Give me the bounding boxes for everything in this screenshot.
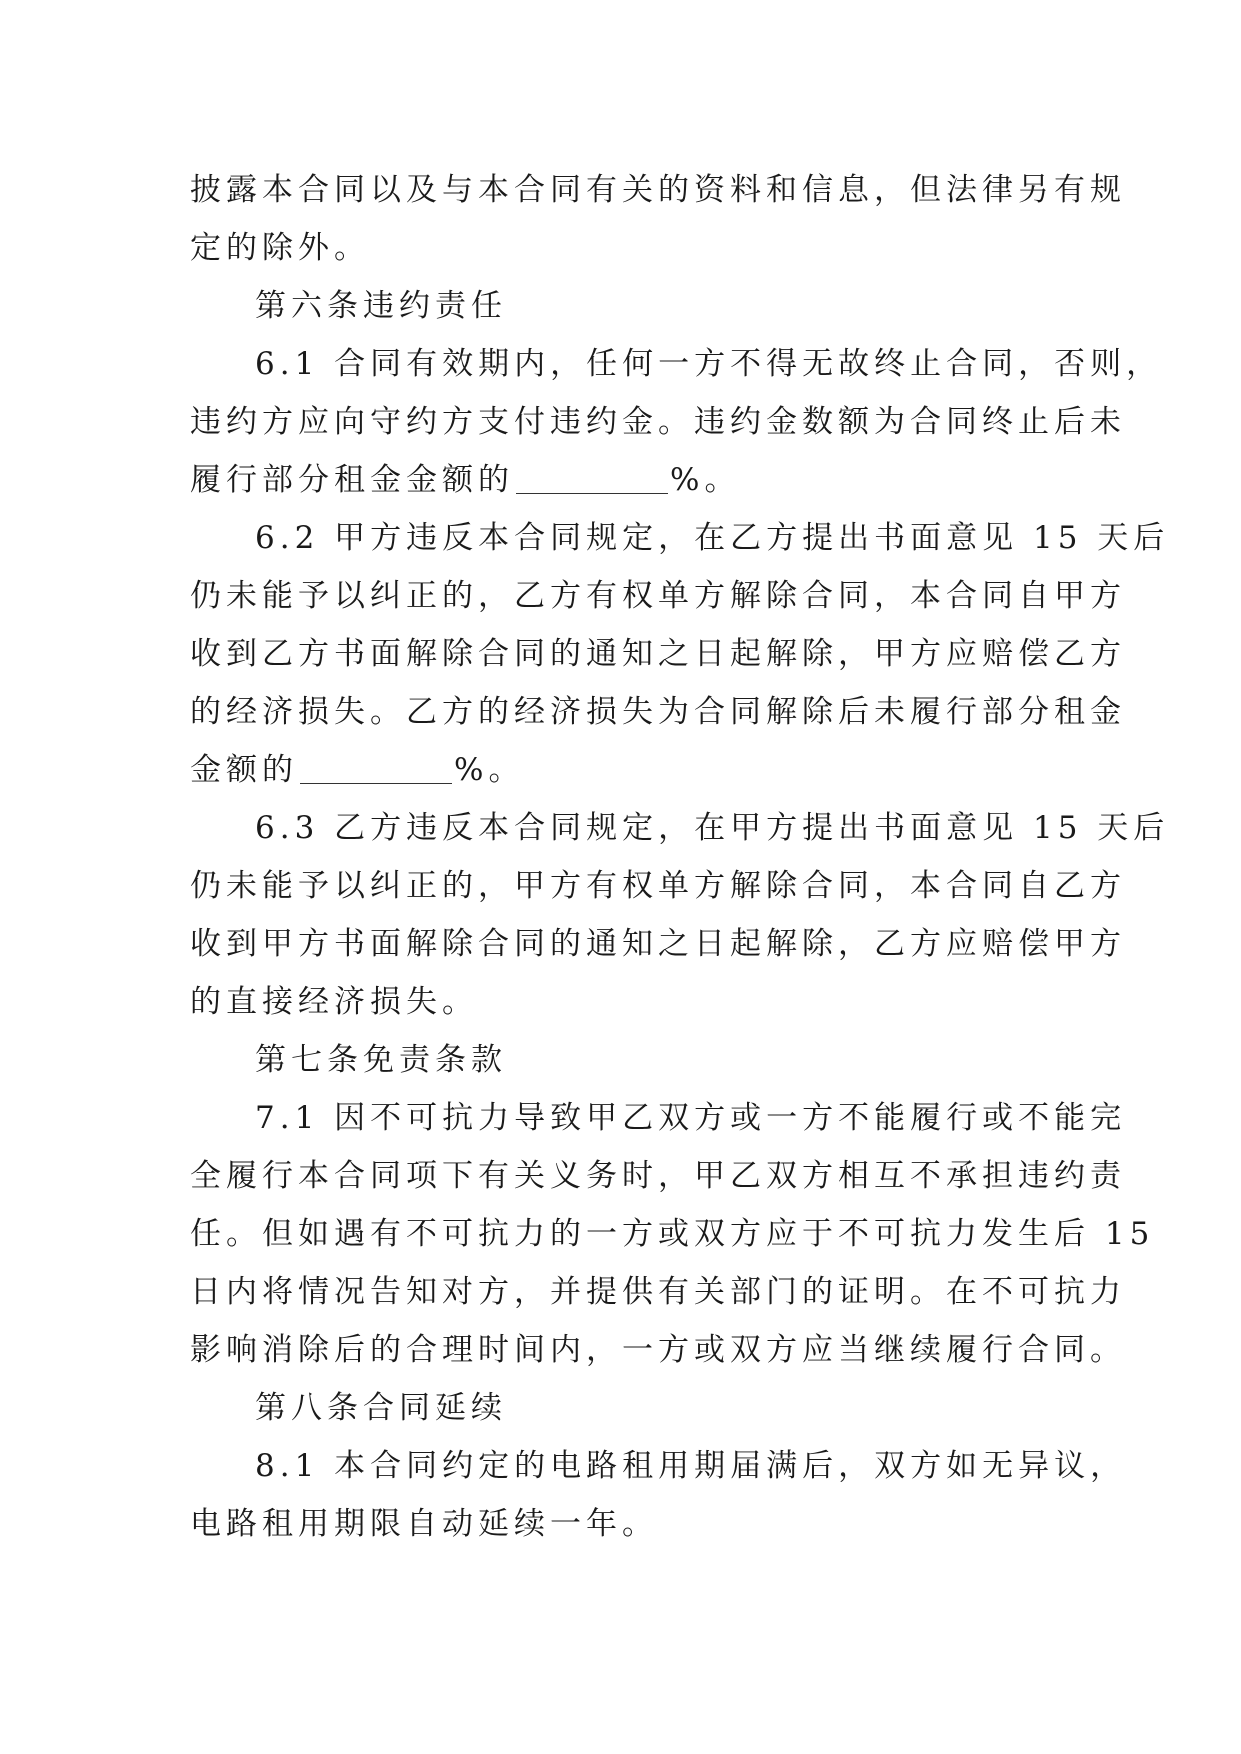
section-heading-7: 第七条免责条款 [255,1042,507,1078]
fill-in-blank[interactable] [300,753,452,784]
text-line: 定的除外。 [190,230,370,266]
text-line: 全履行本合同项下有关义务时，甲乙双方相互不承担违约责 [190,1158,1126,1194]
clause-6-1: 6.1 合同有效期内，任何一方不得无故终止合同，否则， [255,346,1163,382]
text-line: 披露本合同以及与本合同有关的资料和信息，但法律另有规 [190,172,1126,208]
section-heading-8: 第八条合同延续 [255,1390,507,1426]
text-line: 的经济损失。乙方的经济损失为合同解除后未履行部分租金 [190,694,1126,730]
text-line: 收到甲方书面解除合同的通知之日起解除，乙方应赔偿甲方 [190,926,1126,962]
fill-in-blank[interactable] [516,463,668,494]
clause-6-3: 6.3 乙方违反本合同规定，在甲方提出书面意见 15 天后 [255,810,1170,846]
text-line [190,451,1060,509]
clause-6-2: 6.2 甲方违反本合同规定，在乙方提出书面意见 15 天后 [255,520,1170,556]
contract-body [190,161,1170,1553]
text-line: 违约方应向守约方支付违约金。违约金数额为合同终止后未 [190,404,1126,440]
text-line: 任。但如遇有不可抗力的一方或双方应于不可抗力发生后 15 [190,1216,1155,1252]
text-line: 的直接经济损失。 [190,984,478,1020]
text-line: 仍未能予以纠正的，乙方有权单方解除合同，本合同自甲方 [190,578,1126,614]
text-line: 电路租用期限自动延续一年。 [190,1506,658,1542]
text-segment: 金额的 [190,752,298,788]
text-segment: %。 [670,462,741,498]
text-line [190,741,1060,799]
section-heading-6: 第六条违约责任 [255,288,507,324]
clause-7-1: 7.1 因不可抗力导致甲乙双方或一方不能履行或不能完 [255,1100,1127,1136]
text-segment: %。 [454,752,525,788]
text-line: 日内将情况告知对方，并提供有关部门的证明。在不可抗力 [190,1274,1126,1310]
text-segment: 履行部分租金金额的 [190,462,514,498]
clause-8-1: 8.1 本合同约定的电路租用期届满后，双方如无异议， [255,1448,1127,1484]
text-line: 收到乙方书面解除合同的通知之日起解除，甲方应赔偿乙方 [190,636,1126,672]
text-line: 影响消除后的合理时间内，一方或双方应当继续履行合同。 [190,1332,1126,1368]
text-line: 仍未能予以纠正的，甲方有权单方解除合同，本合同自乙方 [190,868,1126,904]
